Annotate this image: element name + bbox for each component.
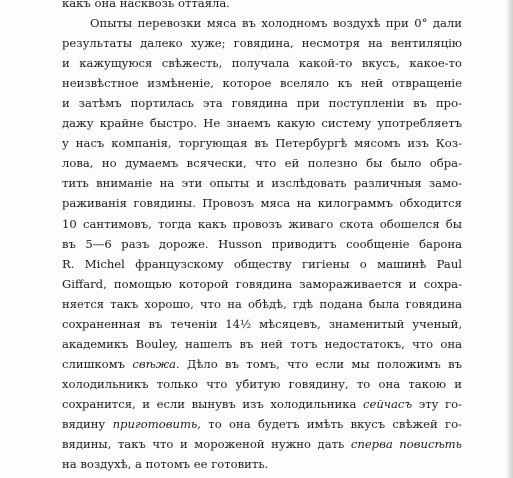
paragraph-line: R. Michel французскому обществу гигіены о машинѣ Paul bbox=[62, 256, 462, 271]
italic-emphasis: свѣжа bbox=[132, 356, 176, 371]
line-text: эту го- bbox=[412, 396, 462, 411]
line-text: сохранится, и если вынувъ изъ холодильника bbox=[62, 396, 363, 411]
paragraph-line: холодильникъ только что убитую говядину, то она такою и bbox=[62, 376, 462, 391]
paragraph-line: результаты далеко хуже; говядина, несмотря на вентиляцію bbox=[62, 36, 462, 51]
line-text: вядину bbox=[62, 416, 113, 431]
line-text: слишкомъ bbox=[62, 356, 133, 371]
paragraph-line: и кажущуюся свѣжесть, получала какой-то вкусъ, какое-то bbox=[62, 56, 462, 71]
paragraph-line bbox=[62, 354, 462, 374]
line-text: вядины, такъ что и мороженой нужно дать bbox=[62, 437, 351, 452]
document-text bbox=[62, 0, 462, 474]
paragraph-line: въ 5—6 разъ дороже. Husson приводитъ сообщеніе барона bbox=[62, 236, 462, 251]
italic-emphasis: приготовить bbox=[112, 416, 198, 431]
paragraph-line bbox=[62, 334, 462, 354]
paragraph-line: неизвѣстное измѣненіе, которое вселяло къ ней отвращеніе bbox=[62, 76, 462, 91]
paragraph-line: тить вниманіе на эти опыты и изслѣдовать различныя замо- bbox=[62, 176, 462, 191]
paragraph-line: 10 сантимовъ, тогда какъ провозъ живаго скота обошелся бы bbox=[62, 216, 462, 231]
paragraph-line bbox=[62, 434, 462, 454]
paragraph-line bbox=[62, 394, 462, 414]
paragraph-line: Опыты перевозки мяса въ холодномъ воздухѣ при 0° дали bbox=[90, 16, 462, 31]
paragraph-line bbox=[62, 414, 462, 434]
line-text: . Дѣло въ томъ, что если мы положимъ въ bbox=[175, 356, 462, 371]
paragraph-line: сохраненная въ теченіи 14½ мѣсяцевъ, знаменитый ученый, bbox=[62, 316, 462, 331]
paragraph-line: раживанія говядины. Провозъ мяса на килограммъ обходится bbox=[62, 196, 462, 211]
paragraph-line: лова, но думаемъ всячески, что ей полезно бы было обра- bbox=[62, 156, 462, 171]
line-text: , то она будетъ имѣть вкусъ свѣжей го- bbox=[197, 416, 462, 431]
line-text: академикъ Bouley, нашелъ въ ней тотъ недостатокъ, что она bbox=[62, 336, 462, 351]
paragraph-line: няется такъ хорошо, что на обѣдѣ, гдѣ подана была говядина bbox=[62, 296, 462, 311]
italic-emphasis: сперва повисѣть bbox=[350, 437, 462, 452]
page-edge-shadow bbox=[507, 0, 513, 478]
paragraph-line: дажу крайне быстро. Не знаемъ какую систему употребляетъ bbox=[62, 116, 462, 131]
paragraph-line: у насъ компанія, торгующая въ Петербургѣ мясомъ изъ Коз- bbox=[62, 136, 462, 151]
paragraph-line: Giffard, помощью которой говядина замораживается и сохра- bbox=[62, 276, 462, 291]
top-fragment-line: какъ она насквозь оттаяла. bbox=[62, 0, 230, 10]
paragraph-last-line: на воздухѣ, а потомъ ее готовить. bbox=[62, 457, 269, 472]
paragraph-line: и затѣмъ портилась эта говядина при поступленіи въ про- bbox=[62, 96, 462, 111]
italic-emphasis: сейчасъ bbox=[362, 396, 413, 411]
